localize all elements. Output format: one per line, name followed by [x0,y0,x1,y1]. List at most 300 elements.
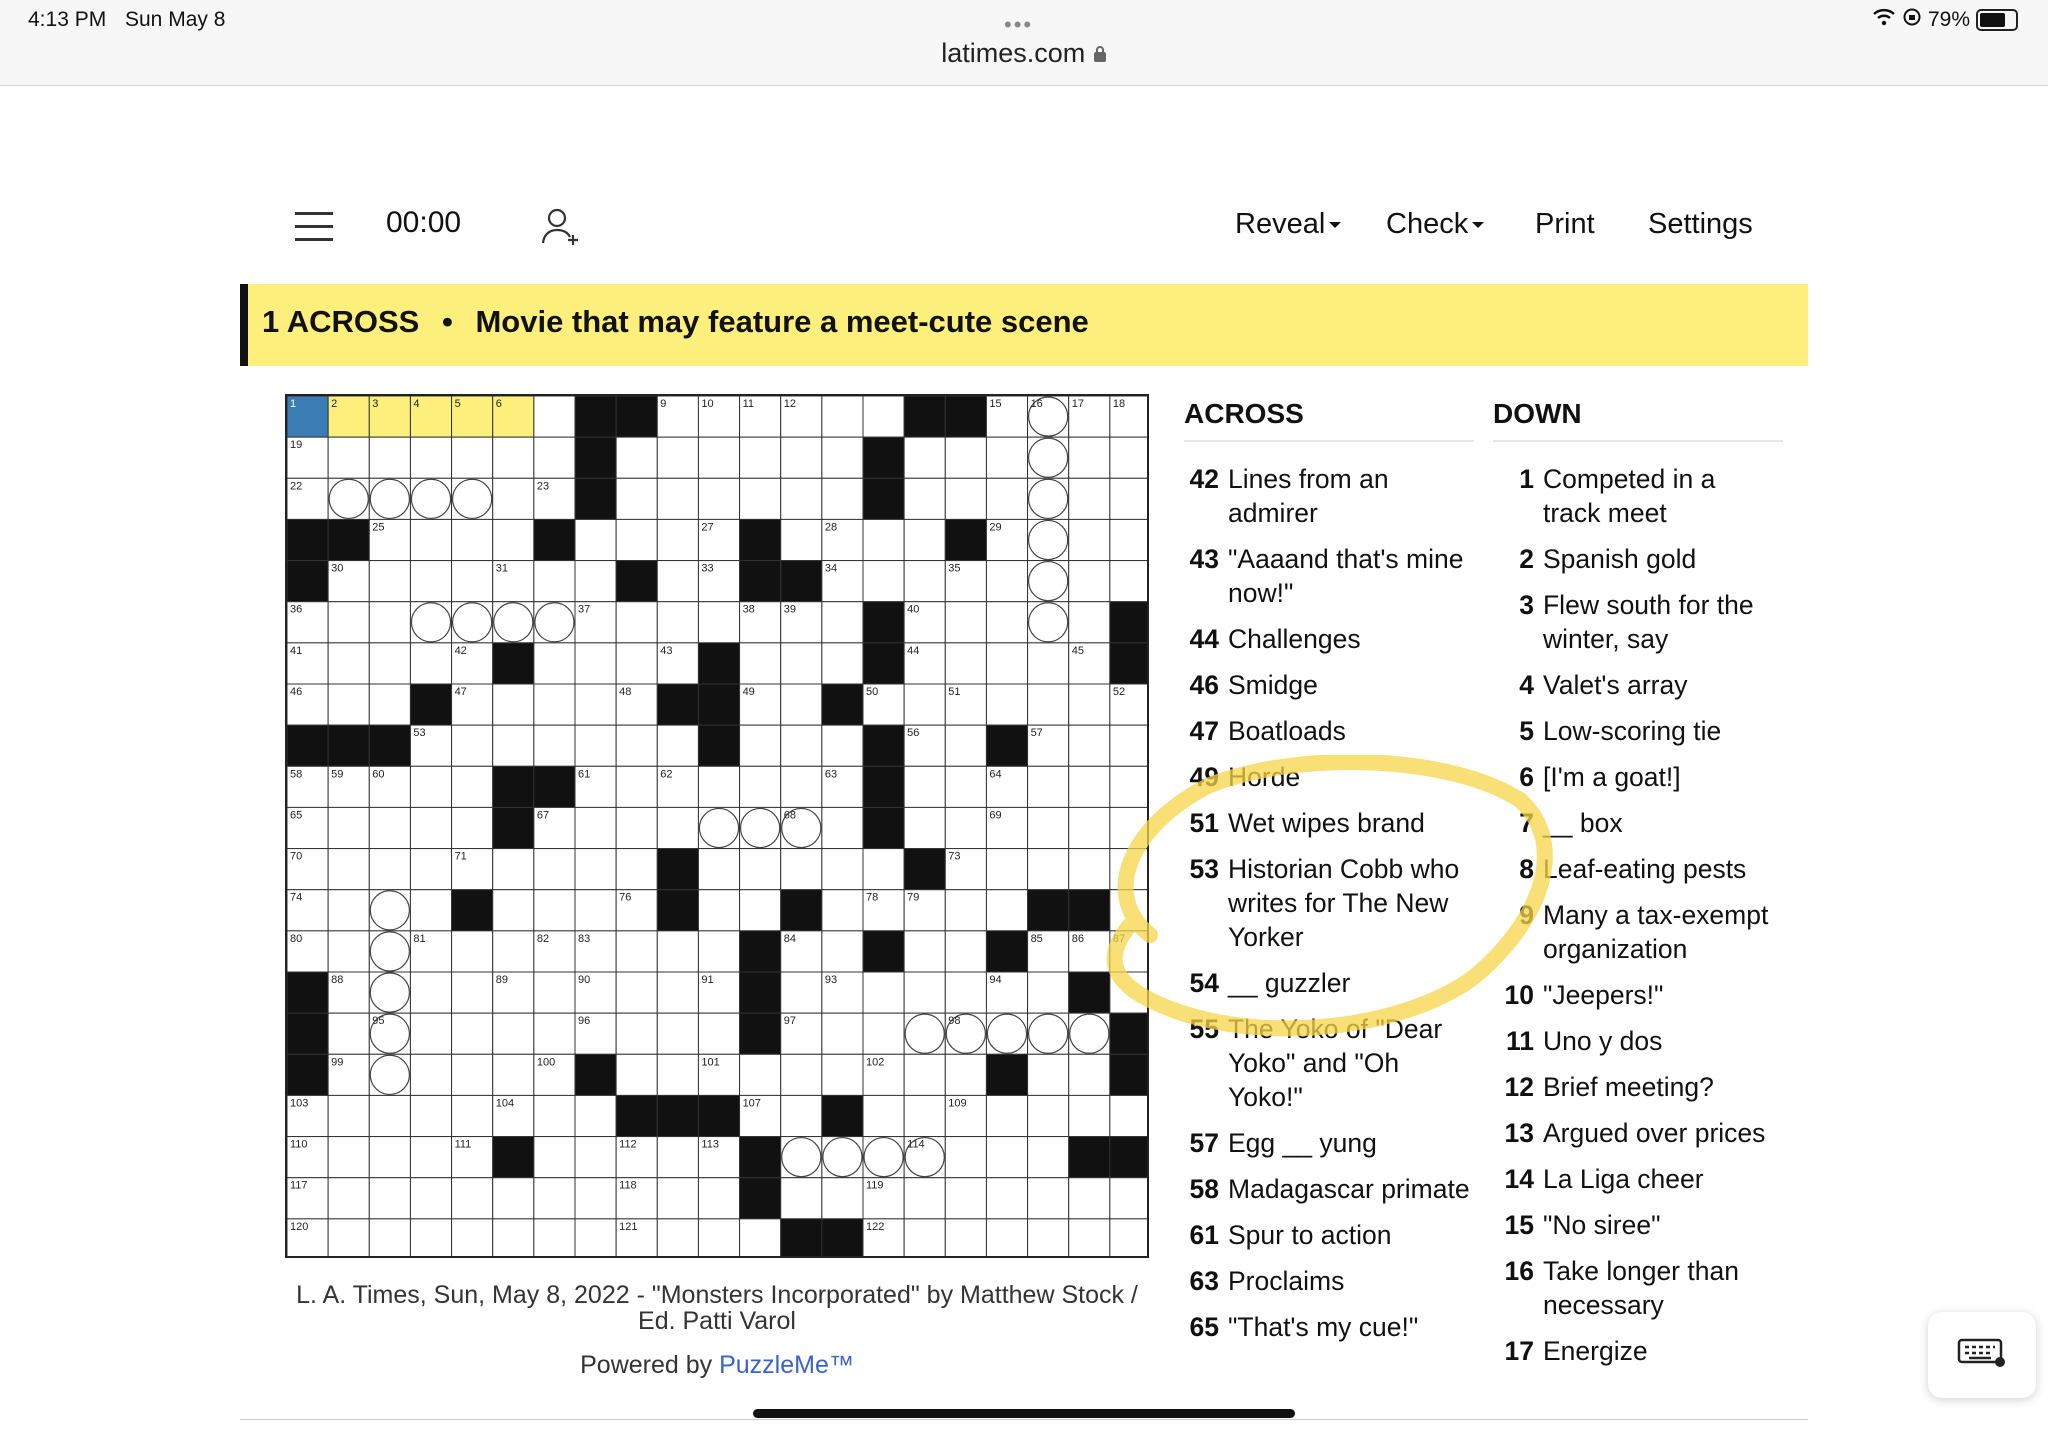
grid-cell[interactable] [945,437,986,478]
clue-item[interactable] [1175,1218,1475,1252]
grid-cell[interactable] [698,602,739,643]
grid-cell[interactable] [369,602,410,643]
clue-item[interactable] [1175,1126,1475,1160]
grid-cell[interactable] [575,849,616,890]
grid-cell[interactable] [616,1013,657,1054]
settings-button[interactable]: Settings [1648,208,1753,240]
grid-cell[interactable] [534,643,575,684]
grid-cell[interactable] [410,643,451,684]
grid-cell[interactable] [986,684,1027,725]
clue-item[interactable] [1490,1334,1780,1368]
grid-svg[interactable] [287,396,1149,1258]
grid-cell[interactable] [534,972,575,1013]
grid-cell[interactable] [1028,1095,1069,1136]
grid-cell[interactable] [698,1178,739,1219]
grid-cell[interactable] [657,1137,698,1178]
grid-cell[interactable] [1069,1178,1110,1219]
grid-cell[interactable] [493,602,534,643]
grid-cell[interactable] [410,849,451,890]
grid-cell[interactable] [328,1178,369,1219]
grid-cell[interactable] [822,437,863,478]
grid-cell[interactable] [1069,519,1110,560]
grid-cell[interactable] [1069,602,1110,643]
grid-cell[interactable] [904,478,945,519]
grid-cell[interactable] [410,972,451,1013]
clue-text: "Jeepers!" [1543,980,1664,1010]
grid-cell[interactable] [863,1095,904,1136]
grid-cell[interactable] [493,519,534,560]
grid-cell[interactable] [369,807,410,848]
grid-cell[interactable] [1028,849,1069,890]
puzzleme-link[interactable]: PuzzleMe™ [719,1351,854,1379]
clue-item[interactable] [1175,1264,1475,1298]
grid-cell[interactable] [410,766,451,807]
grid-cell[interactable] [657,931,698,972]
grid-cell[interactable] [740,807,781,848]
grid-cell[interactable] [781,1054,822,1095]
grid-cell[interactable] [452,1013,493,1054]
grid-cell[interactable] [328,437,369,478]
clue-item[interactable] [1175,668,1475,702]
grid-cell[interactable] [1028,519,1069,560]
grid-cell[interactable] [575,643,616,684]
grid-cell[interactable] [575,807,616,848]
grid-cell[interactable] [410,1054,451,1095]
grid-cell[interactable] [452,519,493,560]
grid-cell[interactable] [822,1178,863,1219]
grid-cell[interactable] [657,519,698,560]
grid-cell[interactable] [1028,643,1069,684]
grid-cell[interactable] [493,1178,534,1219]
grid-cell[interactable] [1110,1095,1149,1136]
clue-item[interactable] [1175,542,1475,610]
grid-cell[interactable] [369,972,410,1013]
grid-cell[interactable] [369,1095,410,1136]
clue-item[interactable] [1490,1070,1780,1104]
grid-cell[interactable] [1069,684,1110,725]
grid-cell[interactable] [657,1178,698,1219]
grid-cell[interactable] [904,1054,945,1095]
grid-cell[interactable] [1028,437,1069,478]
grid-cell[interactable] [740,478,781,519]
grid-cell[interactable] [986,1137,1027,1178]
grid-cell[interactable] [657,478,698,519]
grid-cell[interactable] [1110,1219,1149,1258]
grid-cell[interactable] [452,602,493,643]
clue-item[interactable] [1175,462,1475,530]
grid-cell[interactable] [452,807,493,848]
grid-cell[interactable] [945,807,986,848]
grid-cell[interactable] [369,849,410,890]
grid-cell[interactable] [657,561,698,602]
grid-cell[interactable] [986,561,1027,602]
grid-cell[interactable] [781,1137,822,1178]
grid-cell[interactable] [1028,684,1069,725]
grid-cell[interactable] [740,1054,781,1095]
grid-cell[interactable] [657,1219,698,1258]
grid-cell[interactable] [616,972,657,1013]
grid-cell[interactable] [698,931,739,972]
grid-cell[interactable] [369,1178,410,1219]
grid-cell[interactable] [863,972,904,1013]
grid-cell[interactable] [863,1137,904,1178]
grid-cell[interactable] [657,602,698,643]
grid-cell[interactable] [986,1095,1027,1136]
grid-cell[interactable] [822,931,863,972]
grid-cell[interactable] [904,684,945,725]
grid-cell[interactable] [493,725,534,766]
grid-cell[interactable] [986,849,1027,890]
grid-cell[interactable] [986,602,1027,643]
grid-cell[interactable] [986,1013,1027,1054]
grid-cell[interactable] [452,972,493,1013]
grid-cell[interactable] [616,725,657,766]
grid-cell[interactable] [1069,1095,1110,1136]
grid-cell[interactable] [986,437,1027,478]
grid-cell[interactable] [328,1219,369,1258]
grid-cell[interactable] [986,1219,1027,1258]
grid-cell[interactable] [781,972,822,1013]
grid-cell[interactable] [822,602,863,643]
grid-cell[interactable] [740,437,781,478]
grid-cell[interactable] [493,849,534,890]
clue-item[interactable] [1490,462,1780,530]
grid-cell[interactable] [452,478,493,519]
grid-cell[interactable] [369,1219,410,1258]
grid-cell[interactable] [369,931,410,972]
grid-cell[interactable] [822,725,863,766]
grid-cell[interactable] [369,561,410,602]
grid-cell[interactable] [328,1137,369,1178]
grid-cell[interactable] [1028,602,1069,643]
grid-cell[interactable] [369,437,410,478]
grid-cell[interactable] [1069,437,1110,478]
grid-cell[interactable] [410,602,451,643]
grid-cell[interactable] [740,1219,781,1258]
grid-cell[interactable] [534,1095,575,1136]
grid-cell[interactable] [1028,766,1069,807]
grid-cell[interactable] [328,478,369,519]
grid-cell[interactable] [616,931,657,972]
grid-cell[interactable] [945,931,986,972]
grid-cell[interactable] [534,602,575,643]
clue-item[interactable] [1490,588,1780,656]
grid-cell[interactable] [904,437,945,478]
grid-cell[interactable] [822,1054,863,1095]
grid-cell[interactable] [1028,807,1069,848]
grid-cell[interactable] [616,849,657,890]
grid-block [575,437,616,478]
cell-number: 107 [742,1097,761,1110]
grid-cell[interactable] [534,561,575,602]
grid-cell[interactable] [369,1137,410,1178]
grid-cell[interactable] [657,1054,698,1095]
clue-item[interactable] [1175,714,1475,748]
grid-cell[interactable] [575,725,616,766]
grid-cell[interactable] [740,725,781,766]
grid-cell[interactable] [452,1054,493,1095]
grid-cell[interactable] [904,766,945,807]
grid-cell[interactable] [493,1219,534,1258]
grid-cell[interactable] [781,478,822,519]
clue-item[interactable] [1490,668,1780,702]
grid-cell[interactable] [328,807,369,848]
grid-cell[interactable] [863,396,904,437]
grid-cell[interactable] [822,396,863,437]
grid-cell[interactable] [534,1013,575,1054]
grid-cell[interactable] [410,561,451,602]
grid-cell[interactable] [410,478,451,519]
grid-cell[interactable] [493,437,534,478]
clue-item[interactable] [1490,542,1780,576]
grid-cell[interactable] [575,561,616,602]
grid-cell[interactable] [698,437,739,478]
grid-cell[interactable] [781,643,822,684]
grid-cell[interactable] [1110,561,1149,602]
grid-cell[interactable] [1069,1219,1110,1258]
grid-cell[interactable] [781,1095,822,1136]
grid-cell[interactable] [534,890,575,931]
grid-cell[interactable] [452,766,493,807]
grid-cell[interactable] [904,561,945,602]
grid-cell[interactable] [1110,437,1149,478]
grid-cell[interactable] [945,972,986,1013]
timer[interactable]: 00:00 [386,206,462,239]
grid-cell[interactable] [616,1054,657,1095]
grid-cell[interactable] [452,1219,493,1258]
grid-cell[interactable] [575,1137,616,1178]
grid-cell[interactable] [575,519,616,560]
grid-cell[interactable] [822,1137,863,1178]
grid-cell[interactable] [863,519,904,560]
grid-cell[interactable] [369,643,410,684]
clue-number: 1 [1519,464,1534,494]
grid-cell[interactable] [657,972,698,1013]
check-menu[interactable]: Check [1386,208,1484,241]
grid-cell[interactable] [534,684,575,725]
grid-cell[interactable] [534,1219,575,1258]
grid-cell[interactable] [534,725,575,766]
grid-cell[interactable] [1069,478,1110,519]
grid-cell[interactable] [945,1054,986,1095]
grid-cell[interactable] [1028,561,1069,602]
grid-cell[interactable] [328,849,369,890]
grid-cell[interactable] [698,1013,739,1054]
grid-cell[interactable] [369,890,410,931]
grid-cell[interactable] [410,1013,451,1054]
grid-cell[interactable] [904,1095,945,1136]
grid-cell[interactable] [452,931,493,972]
grid-cell[interactable] [904,972,945,1013]
grid-cell[interactable] [945,725,986,766]
grid-cell[interactable] [1069,1054,1110,1095]
grid-cell[interactable] [986,478,1027,519]
add-user-icon[interactable] [540,206,582,253]
grid-cell[interactable] [1028,972,1069,1013]
grid-cell[interactable] [534,1178,575,1219]
grid-cell[interactable] [575,1178,616,1219]
grid-cell[interactable] [945,890,986,931]
grid-cell[interactable] [328,602,369,643]
grid-cell[interactable] [781,849,822,890]
grid-cell[interactable] [1110,478,1149,519]
grid-cell[interactable] [1028,1013,1069,1054]
grid-cell[interactable] [781,725,822,766]
grid-cell[interactable] [1028,1137,1069,1178]
grid-cell[interactable] [698,766,739,807]
grid-cell[interactable] [945,1219,986,1258]
grid-cell[interactable] [534,849,575,890]
grid-cell[interactable] [904,1013,945,1054]
grid-cell[interactable] [781,437,822,478]
grid-cell[interactable] [1110,1178,1149,1219]
grid-cell[interactable] [1028,478,1069,519]
grid-cell[interactable] [863,849,904,890]
grid-cell[interactable] [740,766,781,807]
grid-cell[interactable] [822,807,863,848]
grid-cell[interactable] [616,478,657,519]
grid-cell[interactable] [534,437,575,478]
grid-cell[interactable] [904,931,945,972]
grid-cell[interactable] [904,807,945,848]
grid-cell[interactable] [616,766,657,807]
grid-cell[interactable] [904,1178,945,1219]
grid-cell[interactable] [781,684,822,725]
grid-cell[interactable] [781,519,822,560]
grid-cell[interactable] [945,1137,986,1178]
grid-cell[interactable] [986,643,1027,684]
reveal-menu[interactable]: Reveal [1235,208,1341,241]
grid-cell[interactable] [904,519,945,560]
address-bar[interactable] [0,38,2048,69]
grid-cell[interactable] [781,1178,822,1219]
print-button[interactable]: Print [1535,208,1595,240]
grid-cell[interactable] [493,684,534,725]
grid-cell[interactable] [1028,1219,1069,1258]
grid-cell[interactable] [328,1095,369,1136]
grid-cell[interactable] [616,519,657,560]
grid-block [863,643,904,684]
grid-cell[interactable] [1028,1054,1069,1095]
grid-cell[interactable] [822,1013,863,1054]
grid-cell[interactable] [698,807,739,848]
grid-cell[interactable] [698,849,739,890]
grid-cell[interactable] [945,478,986,519]
grid-cell[interactable] [575,684,616,725]
grid-cell[interactable] [534,396,575,437]
clue-item[interactable] [1490,1254,1780,1322]
grid-cell[interactable] [410,1137,451,1178]
grid-cell[interactable] [1069,561,1110,602]
grid-cell[interactable] [452,1178,493,1219]
clue-item[interactable] [1490,1162,1780,1196]
grid-cell[interactable] [863,561,904,602]
grid-cell[interactable] [493,890,534,931]
grid-cell[interactable] [1110,519,1149,560]
grid-cell[interactable] [904,1219,945,1258]
grid-cell[interactable] [575,890,616,931]
grid-cell[interactable] [369,1054,410,1095]
clue-item[interactable] [1490,714,1780,748]
grid-cell[interactable] [616,437,657,478]
grid-cell[interactable] [410,807,451,848]
grid-cell[interactable] [575,1095,616,1136]
grid-cell[interactable] [945,766,986,807]
clue-item[interactable] [1490,1116,1780,1150]
grid-cell[interactable] [616,643,657,684]
grid-cell[interactable] [863,1013,904,1054]
grid-cell[interactable] [1028,1178,1069,1219]
grid-cell[interactable] [657,1013,698,1054]
grid-cell[interactable] [657,725,698,766]
grid-cell[interactable] [410,1095,451,1136]
grid-cell[interactable] [740,849,781,890]
grid-cell[interactable] [493,478,534,519]
multitask-dots-icon[interactable]: ••• [1004,12,1034,37]
grid-cell[interactable] [328,890,369,931]
grid-cell[interactable] [452,1095,493,1136]
grid-cell[interactable] [410,437,451,478]
grid-cell[interactable] [945,602,986,643]
grid-cell[interactable] [452,561,493,602]
grid-cell[interactable] [986,890,1027,931]
grid-cell[interactable] [410,519,451,560]
grid-cell[interactable] [534,1137,575,1178]
grid-cell[interactable] [822,478,863,519]
grid-cell[interactable] [822,643,863,684]
grid-cell[interactable] [452,437,493,478]
grid-cell[interactable] [781,766,822,807]
grid-cell[interactable] [493,1013,534,1054]
clue-item[interactable] [1175,1310,1475,1344]
grid-cell[interactable] [369,684,410,725]
clue-item[interactable] [1175,1172,1475,1206]
crossword-grid[interactable] [285,394,1149,1258]
grid-cell[interactable] [740,643,781,684]
grid-cell[interactable] [493,1054,534,1095]
grid-cell[interactable] [616,602,657,643]
grid-cell[interactable] [493,931,534,972]
grid-cell[interactable] [822,849,863,890]
grid-cell[interactable] [369,478,410,519]
grid-cell[interactable] [822,890,863,931]
clue-item[interactable] [1175,622,1475,656]
grid-cell[interactable] [740,890,781,931]
grid-cell[interactable] [328,643,369,684]
grid-cell[interactable] [616,807,657,848]
grid-cell[interactable] [986,1178,1027,1219]
grid-cell[interactable] [328,684,369,725]
grid-cell[interactable] [698,890,739,931]
grid-block [410,684,451,725]
grid-cell[interactable] [657,807,698,848]
grid-cell[interactable] [657,437,698,478]
grid-cell[interactable] [698,1219,739,1258]
clue-item[interactable] [1490,1208,1780,1242]
grid-cell[interactable] [945,1178,986,1219]
menu-icon[interactable] [295,212,333,240]
grid-cell[interactable] [410,890,451,931]
grid-cell[interactable] [328,1013,369,1054]
grid-cell[interactable] [328,931,369,972]
grid-cell[interactable] [945,643,986,684]
grid-cell[interactable] [698,478,739,519]
grid-cell[interactable] [575,1219,616,1258]
grid-cell[interactable] [452,725,493,766]
keyboard-toggle-button[interactable] [1928,1312,2036,1398]
grid-cell[interactable] [410,1219,451,1258]
grid-cell[interactable] [410,1178,451,1219]
